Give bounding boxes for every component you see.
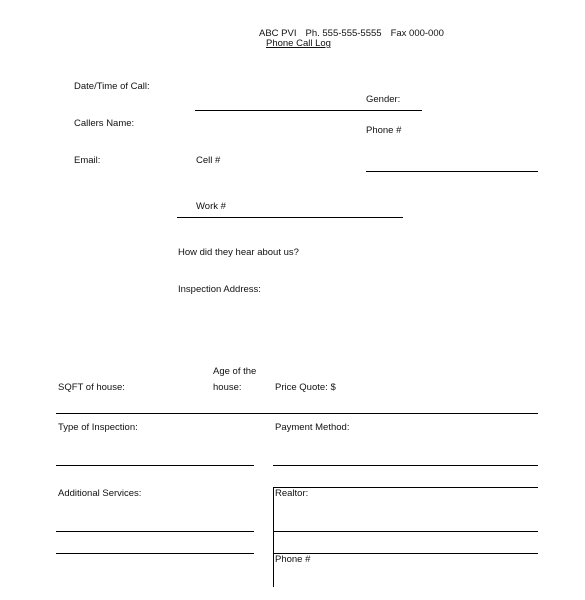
date-time-line[interactable] <box>195 110 422 111</box>
type-inspection-line[interactable] <box>56 465 254 466</box>
cell-label: Cell # <box>196 155 221 166</box>
payment-method-line[interactable] <box>273 465 538 466</box>
realtor-line-2[interactable] <box>273 553 538 554</box>
work-line[interactable] <box>177 217 403 218</box>
realtor-label: Realtor: <box>275 488 309 499</box>
date-time-label: Date/Time of Call: <box>74 81 150 92</box>
sqft-label: SQFT of house: <box>58 382 125 393</box>
company-fax: Fax 000-000 <box>390 28 444 39</box>
hear-about-label: How did they hear about us? <box>178 247 299 258</box>
sqft-row-line[interactable] <box>56 413 538 414</box>
additional-services-label: Additional Services: <box>58 488 142 499</box>
company-name: ABC PVI <box>259 28 297 39</box>
price-quote-label: Price Quote: $ <box>275 382 336 393</box>
realtor-line[interactable] <box>273 531 538 532</box>
realtor-phone-label: Phone # <box>275 554 311 565</box>
form-title: Phone Call Log <box>266 38 331 49</box>
inspection-address-label: Inspection Address: <box>178 284 261 295</box>
type-inspection-label: Type of Inspection: <box>58 422 138 433</box>
work-label: Work # <box>196 201 226 212</box>
callers-name-label: Callers Name: <box>74 118 135 129</box>
gender-label: Gender: <box>366 94 401 105</box>
payment-method-label: Payment Method: <box>275 422 350 433</box>
realtor-box-left <box>273 487 274 587</box>
phone-label: Phone # <box>366 125 402 136</box>
additional-services-line-2[interactable] <box>56 553 254 554</box>
phone-line[interactable] <box>366 171 538 172</box>
age-label-line2: house: <box>213 382 242 393</box>
company-phone: Ph. 555-555-5555 <box>305 28 382 39</box>
email-label: Email: <box>74 155 101 166</box>
additional-services-line-1[interactable] <box>56 531 254 532</box>
realtor-box-top <box>273 487 538 488</box>
age-label-line1: Age of the <box>213 366 257 377</box>
